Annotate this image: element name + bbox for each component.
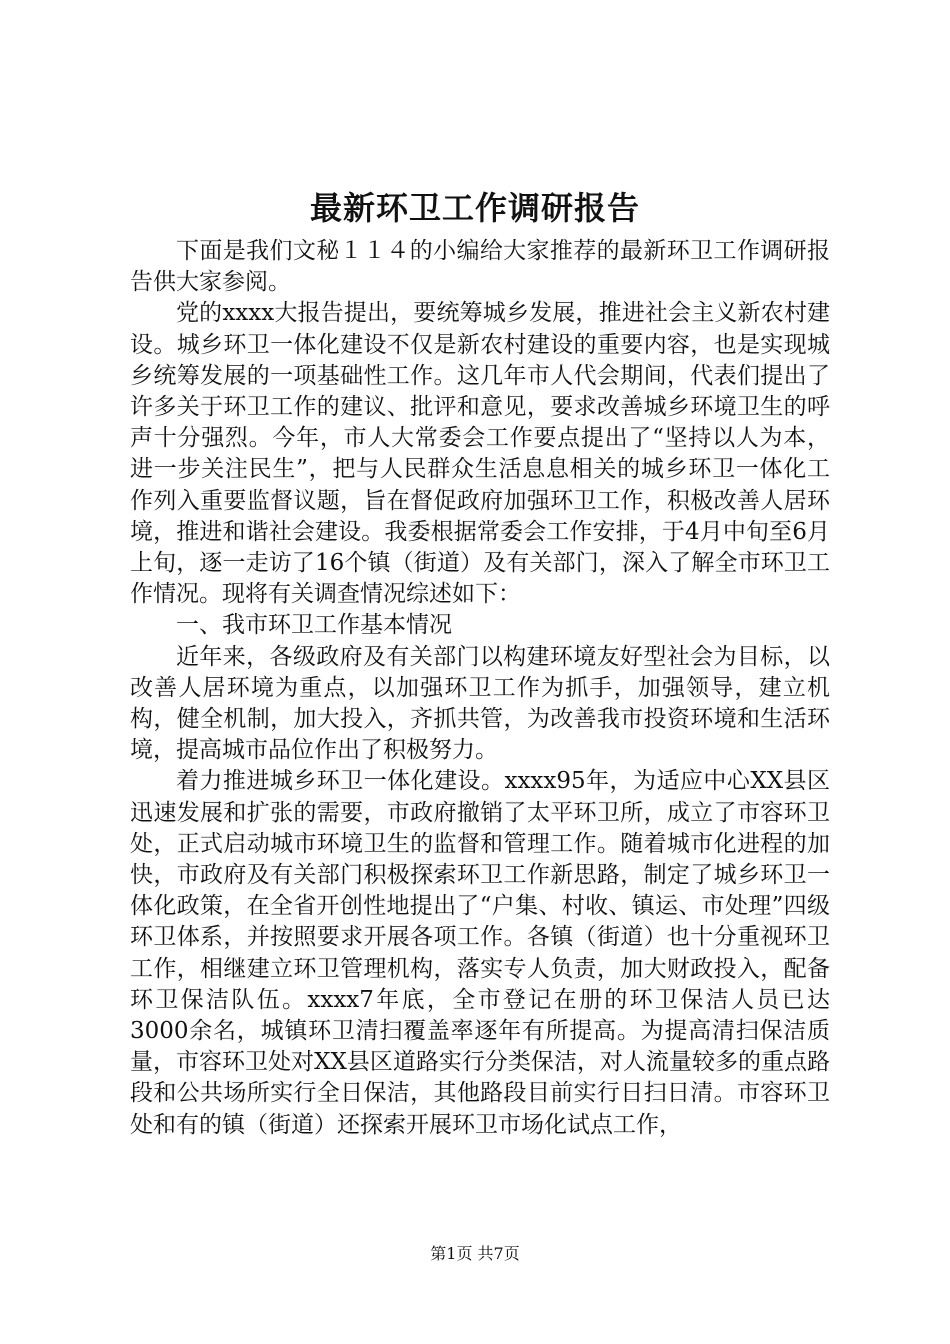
document-title: 最新环卫工作调研报告 [309, 189, 640, 227]
paragraph-integration: 着力推进城乡环卫一体化建设。xxxx95年，为适应中心XX县区迅速发展和扩张的需要，市政府撤销了太平环卫所，成立了市容环卫处，正式启动城市环境卫生的监督和管理工作。随着城市化进程的加快，市政府及有关部门积极探索环卫工作新思路，制定了城乡环卫一体化政策，在全省开创性地提出了“户集、村收、镇运、市处理”四级环卫体系，并按照要求开展各项工作。各镇（街道）也十分重视环卫工作，相继建立环卫管理机构，落实专人负责，加大财政投入，配备环卫保洁队伍。xxxx7年底，全市登记在册的环卫保洁人员已达3000余名，城镇环卫清扫覆盖率逐年有所提高。为提高清扫保洁质量，市容环卫处对XX县区道路实行分类保洁，对人流量较多的重点路段和公共场所实行全日保洁，其他路段目前实行日扫日清。市容环卫处和有的镇（街道）还探索开展环卫市场化试点工作， [130, 768, 830, 1138]
paragraph-overview: 近年来，各级政府及有关部门以构建环境友好型社会为目标，以改善人居环境为重点，以加强环卫工作为抓手，加强领导，建立机构，健全机制，加大投入，齐抓共管，为改善我市投资环境和生活环境，提高城市品位作出了积极努力。 [130, 643, 830, 764]
document-body [130, 236, 830, 1141]
section-heading: 一、我市环卫工作基本情况 [176, 612, 452, 639]
paragraph-background: 党的xxxx大报告提出，要统筹城乡发展，推进社会主义新农村建设。城乡环卫一体化建设不仅是新农村建设的重要内容，也是实现城乡统筹发展的一项基础性工作。这几年市人代会期间，代表们提出了许多关于环卫工作的建议、批评和意见，要求改善城乡环境卫生的呼声十分强烈。今年，市人大常委会工作要点提出了“坚持以人为本，进一步关注民生”，把与人民群众生活息息相关的城乡环卫一体化工作列入重要监督议题，旨在督促政府加强环卫工作，积极改善人居环境，推进和谐社会建设。我委根据常委会工作安排，于4月中旬至6月上旬，逐一走访了16个镇（街道）及有关部门，深入了解全市环卫工作情况。现将有关调查情况综述如下： [130, 300, 830, 608]
paragraph-intro: 下面是我们文秘１１４的小编给大家推荐的最新环卫工作调研报告供大家参阅。 [130, 238, 830, 296]
page-footer: 第1页 共7页 [430, 1244, 520, 1263]
